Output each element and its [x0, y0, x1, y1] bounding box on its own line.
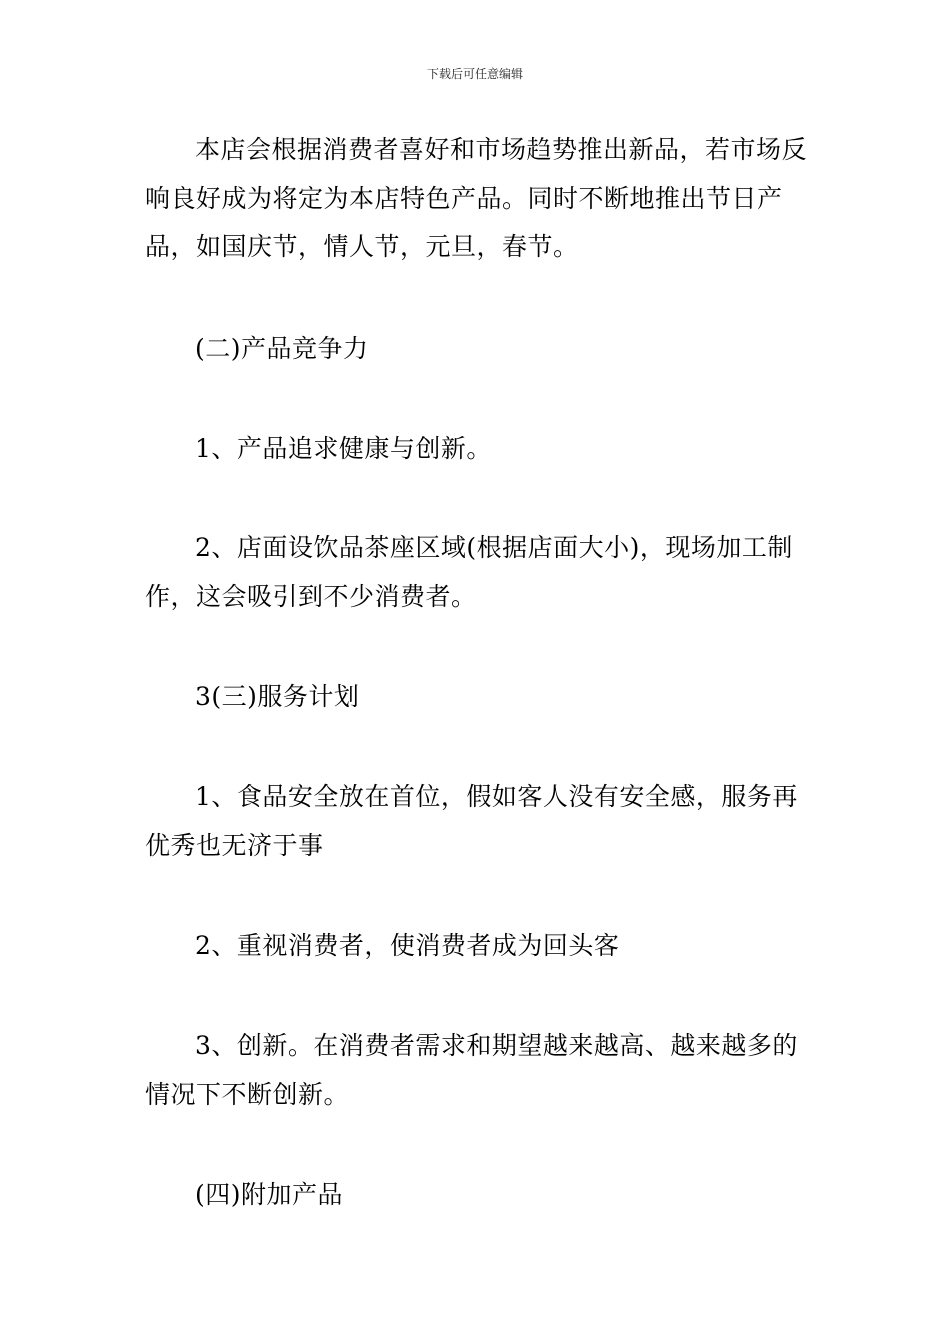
list-item-food-safety: 1、食品安全放在首位，假如客人没有安全感，服务再优秀也无济于事 — [145, 782, 798, 860]
list-item-health-innovation: 1、产品追求健康与创新。 — [195, 434, 492, 463]
page-header-note: 下载后可任意编辑 — [426, 67, 523, 81]
list-item-value-customers: 2、重视消费者，使消费者成为回头客 — [195, 931, 620, 960]
list-item-tea-area: 2、店面设饮品茶座区域(根据店面大小)，现场加工制作，这会吸引到不少消费者。 — [145, 533, 793, 611]
section-heading-competitiveness: (二)产品竞争力 — [195, 334, 369, 363]
section-heading-service-plan: 3(三)服务计划 — [195, 682, 360, 711]
paragraph-new-products: 本店会根据消费者喜好和市场趋势推出新品，若市场反响良好成为将定为本店特色产品。同时不断地推出节日产品，如国庆节，情人节，元旦，春节。 — [145, 135, 808, 261]
list-item-innovation: 3、创新。在消费者需求和期望越来越高、越来越多的情况下不断创新。 — [145, 1031, 798, 1109]
section-heading-additional-products: (四)附加产品 — [195, 1180, 344, 1209]
